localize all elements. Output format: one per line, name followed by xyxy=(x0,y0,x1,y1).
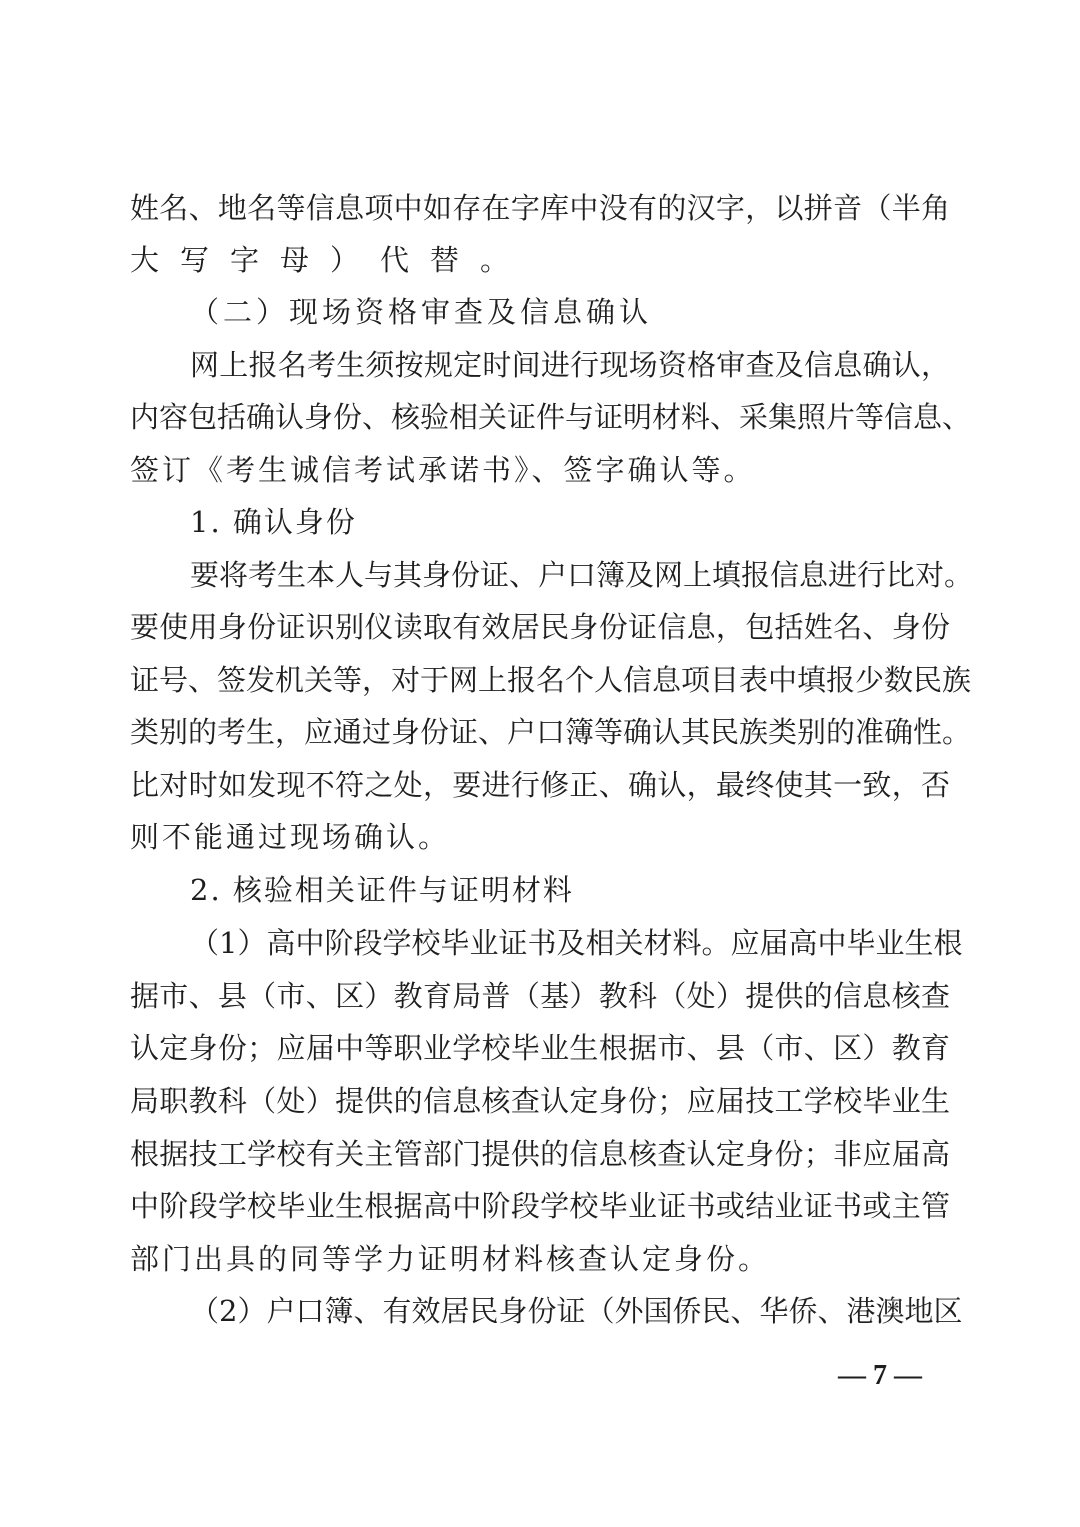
body-text-line: 大写字母）代替。 xyxy=(130,243,531,277)
body-text-line: 根据技工学校有关主管部门提供的信息核查认定身份；非应届高 xyxy=(130,1137,950,1171)
body-text-line: 认定身份；应届中等职业学校毕业生根据市、县（市、区）教育 xyxy=(130,1031,950,1065)
body-text-line: 部门出具的同等学力证明材料核查认定身份。 xyxy=(130,1242,771,1276)
body-text-line: 局职教科（处）提供的信息核查认定身份；应届技工学校毕业生 xyxy=(130,1084,950,1118)
body-text-line: 网上报名考生须按规定时间进行现场资格审查及信息确认， xyxy=(190,348,950,382)
body-text-line: 证号、签发机关等，对于网上报名个人信息项目表中填报少数民族 xyxy=(130,663,972,697)
body-text-line: 比对时如发现不符之处，要进行修正、确认，最终使其一致，否 xyxy=(130,768,950,802)
page-number: — 7 — xyxy=(838,1360,922,1391)
subsection-heading: 1. 确认身份 xyxy=(190,505,357,539)
body-text-line: 则不能通过现场确认。 xyxy=(130,820,451,854)
body-text-line: 要使用身份证识别仪读取有效居民身份证信息，包括姓名、身份 xyxy=(130,610,950,644)
body-text-line: 中阶段学校毕业生根据高中阶段学校毕业证书或结业证书或主管 xyxy=(130,1189,950,1223)
body-text-line: （1）高中阶段学校毕业证书及相关材料。应届高中毕业生根 xyxy=(190,926,963,960)
body-text-line: 签订《考生诚信考试承诺书》、签字确认等。 xyxy=(130,453,756,487)
body-text-line: 类别的考生，应通过身份证、户口簿等确认其民族类别的准确性。 xyxy=(130,715,972,749)
section-heading: （二）现场资格审查及信息确认 xyxy=(190,295,653,329)
body-text-line: 内容包括确认身份、核验相关证件与证明材料、采集照片等信息、 xyxy=(130,400,972,434)
body-text-line: 要将考生本人与其身份证、户口簿及网上填报信息进行比对。 xyxy=(190,558,974,592)
body-text-line: （2）户口簿、有效居民身份证（外国侨民、华侨、港澳地区 xyxy=(190,1294,963,1328)
subsection-heading: 2. 核验相关证件与证明材料 xyxy=(190,873,574,907)
body-text-line: 姓名、地名等信息项中如存在字库中没有的汉字，以拼音（半角 xyxy=(130,191,950,225)
body-text-line: 据市、县（市、区）教育局普（基）教科（处）提供的信息核查 xyxy=(130,979,950,1013)
